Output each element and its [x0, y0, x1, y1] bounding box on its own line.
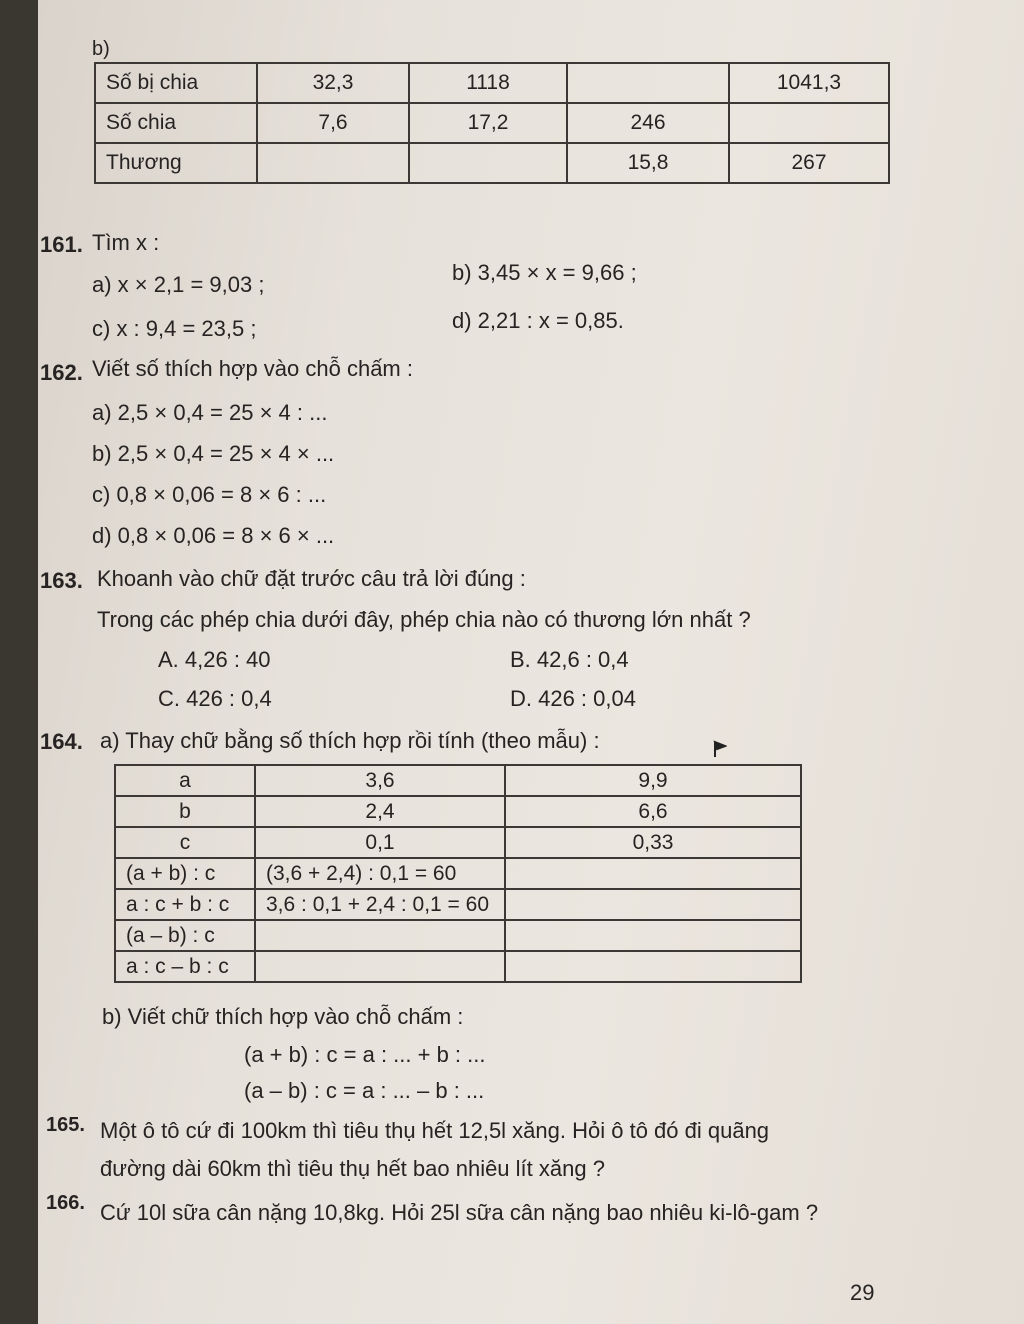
table-cell: [505, 889, 801, 920]
table-cell: 2,4: [255, 796, 505, 827]
table-cell: 267: [729, 143, 889, 183]
table-cell: 246: [567, 103, 729, 143]
part-b-label: b): [92, 38, 110, 60]
problem-162-b: b) 2,5 × 0,4 = 25 × 4 × ...: [92, 441, 335, 466]
table-row: [115, 951, 801, 982]
row-label: Thương: [95, 143, 257, 183]
problem-165-line1: Một ô tô cứ đi 100km thì tiêu thụ hết 12,5l xăng. Hỏi ô tô đó đi quãng: [100, 1118, 770, 1143]
row-label: Số bị chia: [95, 63, 257, 103]
option-a[interactable]: A. 4,26 : 40: [158, 647, 271, 672]
table-cell: [567, 63, 729, 103]
table-cell: 9,9: [505, 765, 801, 796]
table-cell: [257, 143, 409, 183]
table-cell: [505, 858, 801, 889]
row-label: Số chia: [95, 103, 257, 143]
table-row: [115, 889, 801, 920]
problem-161-title: Tìm x :: [92, 230, 160, 255]
problem-164-b-line1: (a + b) : c = a : ... + b : ...: [244, 1042, 486, 1067]
table-row: [95, 143, 889, 183]
table-cell: a: [115, 765, 255, 796]
table-cell: 0,1: [255, 827, 505, 858]
problem-162-c: c) 0,8 × 0,06 = 8 × 6 : ...: [92, 482, 327, 507]
problem-165-number: 165.: [46, 1114, 85, 1136]
table-cell: (a – b) : c: [115, 920, 255, 951]
problem-161-d: d) 2,21 : x = 0,85.: [452, 308, 624, 333]
table-row: [95, 103, 889, 143]
table-cell: [505, 951, 801, 982]
problem-164-title: a) Thay chữ bằng số thích hợp rồi tính (theo mẫu) :: [100, 728, 600, 753]
table-cell: 1041,3: [729, 63, 889, 103]
table-cell: 15,8: [567, 143, 729, 183]
table-cell: 6,6: [505, 796, 801, 827]
table-cell: 3,6 : 0,1 + 2,4 : 0,1 = 60: [255, 889, 505, 920]
problem-166-line1: Cứ 10l sữa cân nặng 10,8kg. Hỏi 25l sữa cân nặng bao nhiêu ki-lô-gam ?: [100, 1200, 819, 1225]
problem-164-b-line2: (a – b) : c = a : ... – b : ...: [244, 1078, 485, 1103]
problem-161-b: b) 3,45 × x = 9,66 ;: [452, 260, 637, 285]
table-cell: a : c + b : c: [115, 889, 255, 920]
table-cell: (a + b) : c: [115, 858, 255, 889]
division-table: [94, 62, 890, 184]
problem-164-b-title: b) Viết chữ thích hợp vào chỗ chấm :: [102, 1004, 464, 1029]
problem-161-number: 161.: [40, 232, 83, 257]
table-cell: 17,2: [409, 103, 567, 143]
table-cell: [505, 920, 801, 951]
problem-162-d: d) 0,8 × 0,06 = 8 × 6 × ...: [92, 523, 335, 548]
problem-166-number: 166.: [46, 1192, 85, 1214]
problem-161-a: a) x × 2,1 = 9,03 ;: [92, 272, 265, 297]
table-cell: [255, 951, 505, 982]
option-c[interactable]: C. 426 : 0,4: [158, 686, 272, 711]
table-cell: 7,6: [257, 103, 409, 143]
table-row: [115, 765, 801, 796]
table-row: [95, 63, 889, 103]
table-row: [115, 827, 801, 858]
substitution-table: [114, 764, 802, 983]
problem-162-title: Viết số thích hợp vào chỗ chấm :: [92, 356, 413, 381]
table-cell: 3,6: [255, 765, 505, 796]
problem-162-number: 162.: [40, 360, 83, 385]
problem-163-question: Trong các phép chia dưới đây, phép chia nào có thương lớn nhất ?: [97, 607, 751, 632]
table-cell: 0,33: [505, 827, 801, 858]
problem-165-line2: đường dài 60km thì tiêu thụ hết bao nhiêu lít xăng ?: [100, 1156, 605, 1181]
problem-163-number: 163.: [40, 568, 83, 593]
cursor-mark-icon: [713, 740, 727, 758]
problem-164-number: 164.: [40, 729, 83, 754]
table-cell: (3,6 + 2,4) : 0,1 = 60: [255, 858, 505, 889]
table-row: [115, 920, 801, 951]
problem-161-c: c) x : 9,4 = 23,5 ;: [92, 316, 257, 341]
table-row: [115, 858, 801, 889]
table-cell: b: [115, 796, 255, 827]
problem-162-a: a) 2,5 × 0,4 = 25 × 4 : ...: [92, 400, 328, 425]
table-cell: [255, 920, 505, 951]
table-cell: a : c – b : c: [115, 951, 255, 982]
table-cell: [409, 143, 567, 183]
table-cell: [729, 103, 889, 143]
table-cell: 32,3: [257, 63, 409, 103]
table-cell: 1118: [409, 63, 567, 103]
page-number: 29: [850, 1280, 875, 1305]
table-cell: c: [115, 827, 255, 858]
option-d[interactable]: D. 426 : 0,04: [510, 686, 636, 711]
problem-163-title: Khoanh vào chữ đặt trước câu trả lời đúng :: [97, 566, 526, 591]
table-row: [115, 796, 801, 827]
option-b[interactable]: B. 42,6 : 0,4: [510, 647, 629, 672]
